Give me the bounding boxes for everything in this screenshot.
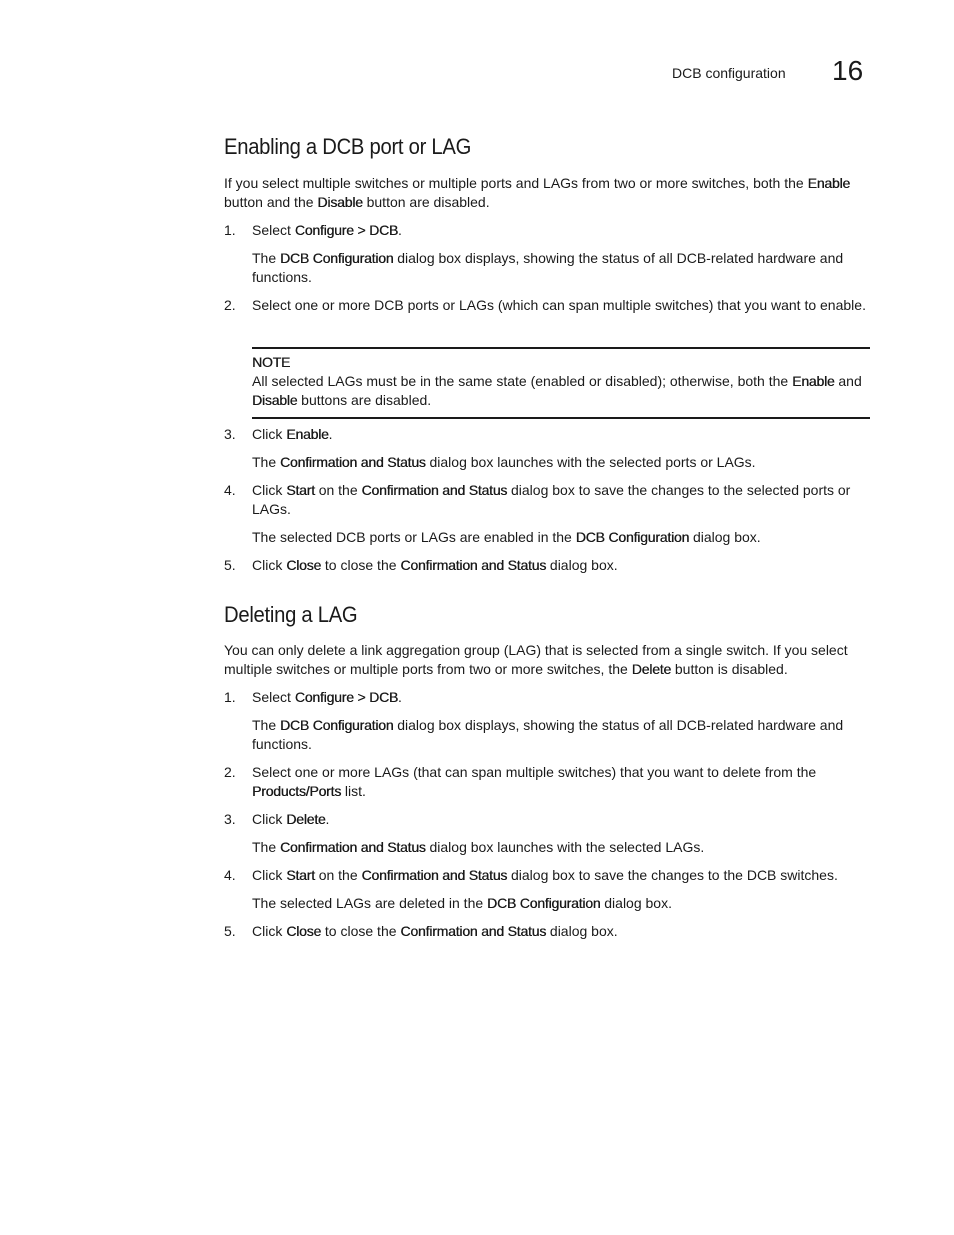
step-number: 5.	[224, 923, 236, 939]
text-run: The selected DCB ports or LAGs are enabled in the	[252, 529, 576, 545]
text-run: .	[398, 222, 402, 238]
text-run: The	[252, 839, 281, 855]
text-run: Click	[252, 811, 287, 827]
text-run: dialog box displays, showing the status of all DCB-related hardware and functions.	[252, 250, 844, 285]
text-run: button are disabled.	[362, 194, 490, 210]
text-run: dialog box to save the changes to the DCB switches.	[507, 867, 838, 883]
note-text	[252, 373, 862, 408]
ui-term: DCB Configuration	[487, 895, 601, 911]
text-run: Click	[252, 426, 287, 442]
ui-term: Configure > DCB	[294, 222, 399, 238]
step-number: 1.	[224, 222, 236, 238]
text-run: dialog box.	[546, 923, 618, 939]
text-run: on the	[314, 867, 362, 883]
text-run: You can only delete a link aggregation group (LAG) that is selected from a single switch. If you select multiple switches or multiple ports from two or more switches, the	[224, 642, 848, 677]
note-box	[252, 347, 870, 419]
ui-term: Close	[286, 557, 322, 573]
text-run: button is disabled.	[670, 661, 788, 677]
text-run: dialog box launches with the selected LAGs.	[425, 839, 705, 855]
text-run: Select	[252, 689, 295, 705]
text-run: .	[325, 811, 330, 827]
text-run: Select	[252, 222, 295, 238]
step-4	[252, 481, 872, 519]
step-3	[252, 425, 872, 444]
ui-term: Confirmation and Status	[280, 839, 426, 855]
ui-term: DCB Configuration	[280, 250, 394, 266]
text-run: The	[252, 717, 281, 733]
text-run: .	[398, 689, 402, 705]
text-run: Click	[252, 482, 287, 498]
text-run: Click	[252, 923, 287, 939]
page-header	[0, 55, 954, 91]
step-number: 5.	[224, 557, 236, 573]
text-run: to close the	[321, 923, 401, 939]
step-number: 4.	[224, 867, 236, 883]
ui-term: Confirmation and Status	[400, 923, 547, 939]
section-heading-deleting: Deleting a LAG	[224, 602, 358, 627]
step-2	[252, 763, 872, 801]
ui-term: Disable	[252, 392, 298, 408]
text-run: dialog box.	[689, 529, 761, 545]
text-run: on the	[314, 482, 362, 498]
step-number: 2.	[224, 764, 236, 780]
step-number: 2.	[224, 297, 236, 313]
ui-term: Start	[286, 867, 315, 883]
intro-paragraph	[224, 641, 870, 679]
ui-term: Enable	[286, 426, 329, 442]
text-run: The	[252, 250, 281, 266]
text-run: dialog box launches with the selected ports or LAGs.	[425, 454, 756, 470]
ui-term: Disable	[317, 194, 363, 210]
ui-term: DCB Configuration	[575, 529, 690, 545]
intro-paragraph	[224, 174, 870, 212]
ui-term: Delete	[631, 661, 671, 677]
step-1	[252, 688, 872, 707]
step-1-result	[252, 716, 872, 754]
text-run: Select one or more DCB ports or LAGs (which can span multiple switches) that you want to enable.	[252, 297, 866, 313]
text-run: .	[328, 426, 333, 442]
step-number: 3.	[224, 811, 236, 827]
note-label: NOTE	[252, 354, 291, 370]
text-run: Select one or more LAGs (that can span multiple switches) that you want to delete from the	[252, 764, 817, 780]
ui-term: Enable	[792, 373, 835, 389]
ui-term: Confirmation and Status	[361, 482, 508, 498]
step-number: 4.	[224, 482, 236, 498]
step-5	[252, 556, 872, 575]
ui-term: Close	[286, 923, 322, 939]
step-4-result	[252, 894, 872, 913]
step-3	[252, 810, 872, 829]
text-run: If you select multiple switches or multiple ports and LAGs from two or more switches, both the	[224, 175, 808, 191]
text-run: and	[834, 373, 862, 389]
step-number: 1.	[224, 689, 236, 705]
text-run: to close the	[321, 557, 401, 573]
step-number: 3.	[224, 426, 236, 442]
text-run: dialog box.	[546, 557, 618, 573]
text-run: list.	[341, 783, 366, 799]
ui-term: Confirmation and Status	[361, 867, 508, 883]
section-heading-enabling: Enabling a DCB port or LAG	[224, 134, 472, 159]
ui-term: Delete	[286, 811, 326, 827]
running-header-section: DCB configuration	[672, 65, 786, 81]
step-4	[252, 866, 872, 885]
text-run: dialog box to save the changes to the selected ports or LAGs.	[252, 482, 851, 517]
text-run: button and the	[224, 194, 318, 210]
ui-term: Configure > DCB	[294, 689, 399, 705]
step-3-result	[252, 838, 872, 857]
step-1	[252, 221, 872, 240]
ui-term: DCB Configuration	[280, 717, 394, 733]
ui-term: Confirmation and Status	[280, 454, 426, 470]
step-4-result	[252, 528, 872, 547]
text-run: dialog box displays, showing the status of all DCB-related hardware and functions.	[252, 717, 844, 752]
ui-term: Enable	[807, 175, 850, 191]
text-run: Click	[252, 867, 287, 883]
text-run: dialog box.	[600, 895, 672, 911]
step-5	[252, 922, 872, 941]
text-run: Click	[252, 557, 287, 573]
ui-term: Confirmation and Status	[400, 557, 547, 573]
step-2	[252, 296, 872, 315]
text-run: The	[252, 454, 281, 470]
ui-term: Products/Ports	[252, 783, 342, 799]
text-run: buttons are disabled.	[297, 392, 432, 408]
step-1-result	[252, 249, 872, 287]
text-run: The selected LAGs are deleted in the	[252, 895, 488, 911]
chapter-number: 16	[832, 55, 864, 86]
text-run: All selected LAGs must be in the same state (enabled or disabled); otherwise, both the	[252, 373, 793, 389]
step-3-result	[252, 453, 872, 472]
ui-term: Start	[286, 482, 315, 498]
